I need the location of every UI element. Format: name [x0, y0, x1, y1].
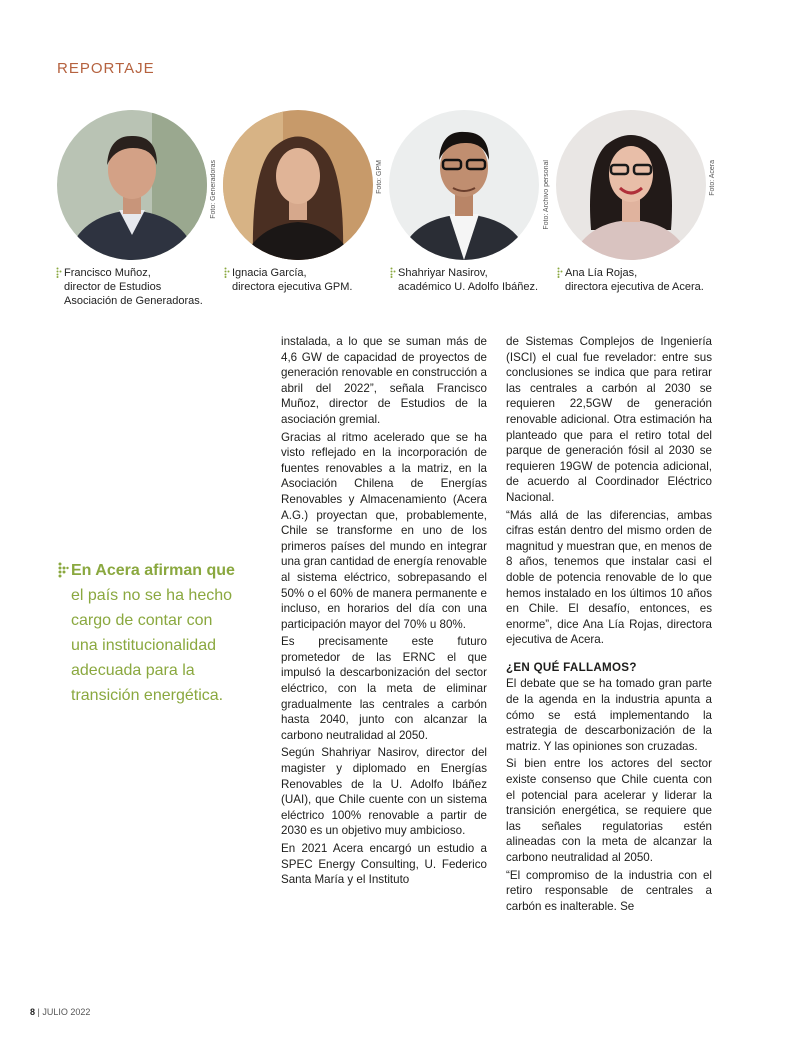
portrait-francisco-munoz: [57, 110, 207, 260]
caption-role: directora ejecutiva de Acera.: [565, 281, 704, 293]
caption-ignacia-garcia: [224, 266, 352, 294]
quote-dots-icon: [58, 562, 69, 578]
portrait-ignacia-garcia: [223, 110, 373, 260]
caption-role: Asociación de Generadoras.: [64, 295, 203, 307]
caption-role: director de Estudios: [64, 281, 162, 293]
footer-separator: |: [37, 1007, 43, 1017]
photo-credit: Foto: GPM: [376, 160, 383, 194]
photo-credit: Foto: Acera: [709, 160, 716, 196]
caption-francisco-munoz: [56, 266, 203, 308]
body-column-2: [506, 334, 712, 916]
paragraph: Según Shahriyar Nasirov, director del magister y diplomado en Energías Renovables de la U. Adolfo Ibáñez (UAI), que Chile cuente con un sistema eléctrico 100% renovable a partir de 2030 es un objetivo muy ambicioso.: [281, 746, 487, 838]
paragraph: “Más allá de las diferencias, ambas cifras están dentro del mismo orden de magnitud y muestran que, en menos de 8 años, tenemos que instalar casi el doble de potencia renovable de lo que hemos instalado en los últimos 10 años en Chile. El desafío, entonces, es enorme”, dice Ana Lía Rojas, directora ejecutiva de Acera.: [506, 508, 712, 647]
pull-quote-line: cargo de contar con: [71, 612, 213, 629]
pull-quote-line: el país no se ha hecho: [71, 587, 233, 604]
paragraph: de Sistemas Complejos de Ingeniería (ISCI) el cual fue revelador: entre sus conclusiones se indica que para retirar las centrales a carbón al 2030 se requieren 22,5GW de generación renovable adicional. Otra estimación ha planteado que para el retiro total del parque de generación fósil al 2030 se requieren 19GW de potencia adicional, de acuerdo al Coordinador Eléctrico Nacional.: [506, 335, 712, 504]
portrait-shahriyar-nasirov: [389, 110, 539, 260]
caption-name: Ignacia García,: [232, 267, 307, 279]
page-footer: [30, 1007, 90, 1017]
caption-name: Ana Lía Rojas,: [565, 267, 638, 279]
paragraph: instalada, a lo que se suman más de 4,6 GW de capacidad de proyectos de generación renovable en construcción a abril del 2022”, señala Francisco Muñoz, director de Estudios de la asociación gremial.: [281, 335, 487, 426]
bullet-dots-icon: [224, 267, 231, 278]
paragraph: Si bien entre los actores del sector existe consenso que Chile cuenta con el potencial para acelerar y liderar la transición energética, se requiere que las señales regulatorias estén alineadas con la meta de alcanzar la carbono neutralidad al 2050.: [506, 757, 712, 864]
page-number: 8: [30, 1007, 36, 1017]
paragraph: Gracias al ritmo acelerado que se ha visto reflejado en la incorporación de fuentes renovables a la matriz, en la Asociación Chilena de Energías Renovables y Almacenamiento (Acera A.G.) proyectan que, probablemente, Chile se transforme en uno de los primeros países del mundo en integrar una gran cantidad de energía renovable al sistema eléctrico, sobrepasando el 50% o el 60% de manera permanente e incluso, en horarios del día con una participación mayor del 70% u 80%.: [281, 430, 487, 631]
caption-shahriyar-nasirov: [390, 266, 538, 294]
caption-ana-lia-rojas: [557, 266, 704, 294]
portrait-image: [556, 110, 706, 260]
pull-quote-lead: En Acera afirman que: [71, 562, 235, 579]
bullet-dots-icon: [557, 267, 564, 278]
pull-quote-line: una institucionalidad: [71, 637, 216, 654]
portrait-image: [223, 110, 373, 260]
body-column-1: [281, 334, 487, 890]
portrait-image: [57, 110, 207, 260]
paragraph: El debate que se ha tomado gran parte de la agenda en la industria apunta a cómo se está implementando la estrategia de descarbonización de la matriz. Y las opiniones son cruzadas.: [506, 677, 712, 753]
photo-credit: Foto: Archivo personal: [543, 160, 550, 230]
subheading: ¿EN QUÉ FALLAMOS?: [506, 660, 637, 674]
issue-date: JULIO 2022: [42, 1007, 91, 1017]
photo-credit: Foto: Generadoras: [210, 160, 217, 219]
caption-role: académico U. Adolfo Ibáñez.: [398, 281, 539, 293]
paragraph: “El compromiso de la industria con el retiro responsable de centrales a carbón es inalterable. Se: [506, 868, 712, 913]
paragraph: En 2021 Acera encargó un estudio a SPEC Energy Consulting, U. Federico Santa María y el Instituto: [281, 842, 487, 887]
caption-name: Shahriyar Nasirov,: [398, 267, 488, 279]
portrait-ana-lia-rojas: [556, 110, 706, 260]
bullet-dots-icon: [390, 267, 397, 278]
pull-quote-line: adecuada para la: [71, 662, 195, 679]
section-label: REPORTAJE: [57, 60, 155, 77]
pull-quote: [58, 558, 243, 708]
pull-quote-line: transición energética.: [71, 687, 224, 704]
paragraph: Es precisamente este futuro prometedor de las ERNC el que impulsó la descarbonización del sector eléctrico, con la meta de eliminar gradualmente las centrales a carbón hasta 2040, junto con alcanzar la carbono neutralidad al 2050.: [281, 635, 487, 742]
portrait-image: [389, 110, 539, 260]
caption-role: directora ejecutiva GPM.: [232, 281, 353, 293]
caption-name: Francisco Muñoz,: [64, 267, 151, 279]
bullet-dots-icon: [56, 267, 63, 278]
